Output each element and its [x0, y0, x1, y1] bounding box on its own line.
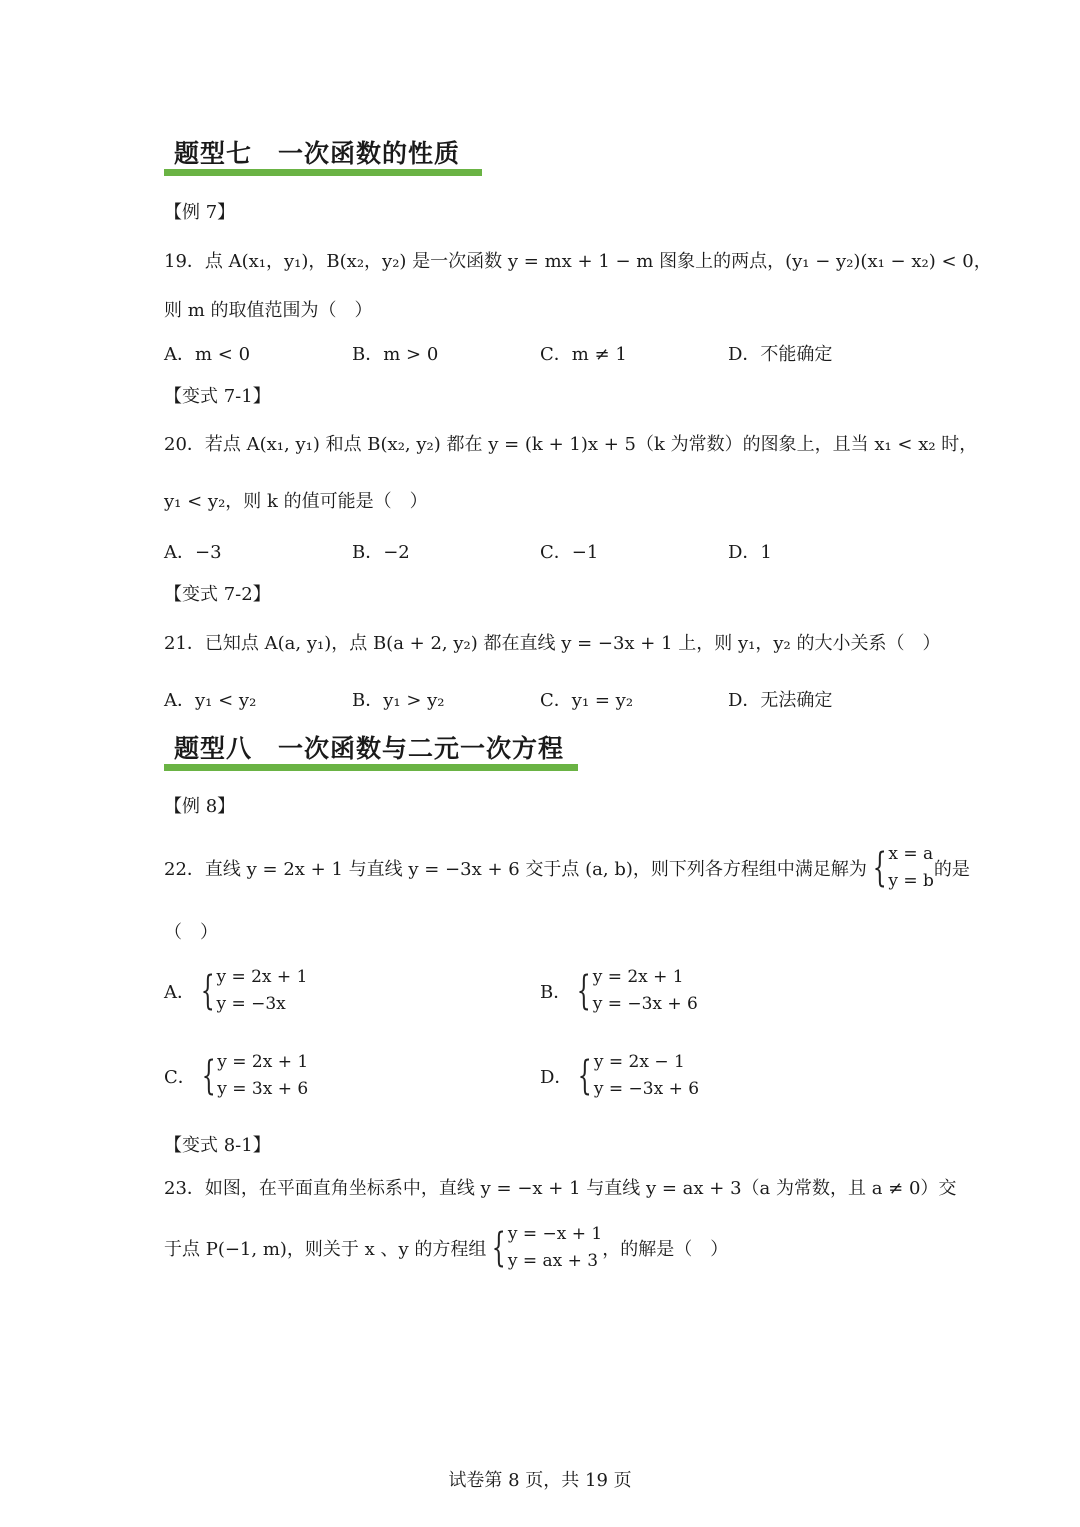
q22-solution-system [867, 841, 934, 895]
q21-option-a[interactable]: A．y₁ < y₂ [164, 690, 257, 711]
q22-sys-eq-2: y = b [888, 871, 934, 891]
q22-line-1 [164, 838, 970, 898]
q23-text-pre: 于点 P(−1, m)，则关于 x 、y 的方程组 [164, 1239, 487, 1260]
q23-line-2 [164, 1218, 728, 1278]
variant-7-2-tag: 【变式 7-2】 [164, 584, 271, 605]
q21-option-d[interactable]: D．无法确定 [728, 690, 833, 711]
q23-equation-system [486, 1221, 602, 1275]
q20-line-1: 20．若点 A(x₁, y₁) 和点 B(x₂, y₂) 都在 y = (k + 1)x + 5（k 为常数）的图象上，且当 x₁ < x₂ 时， [164, 434, 978, 455]
q22-line-2: （ ） [164, 922, 218, 943]
option-eq-2: y = −3x [216, 994, 286, 1014]
variant-8-1-tag: 【变式 8-1】 [164, 1135, 271, 1156]
section-7-underline [164, 169, 482, 176]
q22-option-b[interactable] [540, 964, 698, 1018]
option-eq-2: y = 3x + 6 [217, 1079, 309, 1099]
section-8-title: 题型八 一次函数与二元一次方程 [174, 734, 565, 763]
option-label: C． [164, 1067, 196, 1088]
q19-option-a[interactable]: A．m < 0 [164, 344, 251, 365]
q21-option-c[interactable]: C．y₁ = y₂ [540, 690, 634, 711]
q20-option-d[interactable]: D．1 [728, 542, 772, 563]
option-label: B． [540, 982, 572, 1003]
q23-sys-eq-2: y = ax + 3 [507, 1251, 599, 1271]
page-footer: 试卷第 8 页，共 19 页 [448, 1470, 632, 1491]
q22-option-a[interactable] [164, 964, 307, 1018]
option-eq-2: y = −3x + 6 [592, 994, 698, 1014]
q20-option-a[interactable]: A．−3 [164, 542, 222, 563]
brace-icon: { [492, 1225, 507, 1271]
variant-7-1-tag: 【变式 7-1】 [164, 386, 271, 407]
option-system [571, 964, 698, 1018]
q22-text-post: 的是 [933, 859, 970, 880]
q19-option-b[interactable]: B．m > 0 [352, 344, 439, 365]
q20-line-2: y₁ < y₂，则 k 的值可能是（ ） [164, 491, 428, 512]
option-eq-1: y = 2x − 1 [593, 1052, 685, 1072]
brace-icon: { [576, 968, 591, 1014]
q19-option-c[interactable]: C．m ≠ 1 [540, 344, 627, 365]
option-eq-1: y = 2x + 1 [217, 1052, 309, 1072]
brace-icon: { [200, 968, 215, 1014]
q23-sys-eq-1: y = −x + 1 [507, 1224, 603, 1244]
option-eq-2: y = −3x + 6 [593, 1079, 700, 1099]
brace-icon: { [201, 1053, 216, 1099]
option-eq-1: y = 2x + 1 [592, 967, 684, 987]
q19-line-1: 19．点 A(x₁，y₁)，B(x₂，y₂) 是一次函数 y = mx + 1 − m 图象上的两点，(y₁ − y₂)(x₁ − x₂) < 0， [164, 251, 992, 272]
q19-line-2: 则 m 的取值范围为（ ） [164, 300, 373, 321]
option-system [195, 964, 307, 1018]
q20-option-b[interactable]: B．−2 [352, 542, 410, 563]
example-8-tag: 【例 8】 [164, 796, 236, 817]
option-label: D． [540, 1067, 573, 1088]
brace-icon: { [578, 1053, 593, 1099]
option-eq-1: y = 2x + 1 [216, 967, 308, 987]
q23-text-post: ，的解是（ ） [602, 1239, 729, 1260]
option-label: A． [164, 982, 195, 1003]
section-8-underline [164, 764, 578, 771]
q22-option-c[interactable] [164, 1049, 308, 1103]
option-system [572, 1049, 699, 1103]
section-7-title: 题型七 一次函数的性质 [174, 139, 461, 168]
q23-line-1: 23．如图，在平面直角坐标系中，直线 y = −x + 1 与直线 y = ax + 3（a 为常数，且 a ≠ 0）交 [164, 1178, 957, 1199]
q21-option-b[interactable]: B．y₁ > y₂ [352, 690, 445, 711]
q22-option-d[interactable] [540, 1049, 699, 1103]
example-7-tag: 【例 7】 [164, 202, 236, 223]
q20-option-c[interactable]: C．−1 [540, 542, 599, 563]
q19-option-d[interactable]: D．不能确定 [728, 344, 833, 365]
q22-sys-eq-1: x = a [888, 844, 934, 864]
option-system [196, 1049, 308, 1103]
brace-icon: { [872, 845, 887, 891]
q22-text-pre: 22．直线 y = 2x + 1 与直线 y = −3x + 6 交于点 (a, b)，则下列各方程组中满足解为 [164, 859, 867, 880]
q21-line-1: 21．已知点 A(a, y₁)，点 B(a + 2, y₂) 都在直线 y = −3x + 1 上，则 y₁，y₂ 的大小关系（ ） [164, 633, 941, 654]
